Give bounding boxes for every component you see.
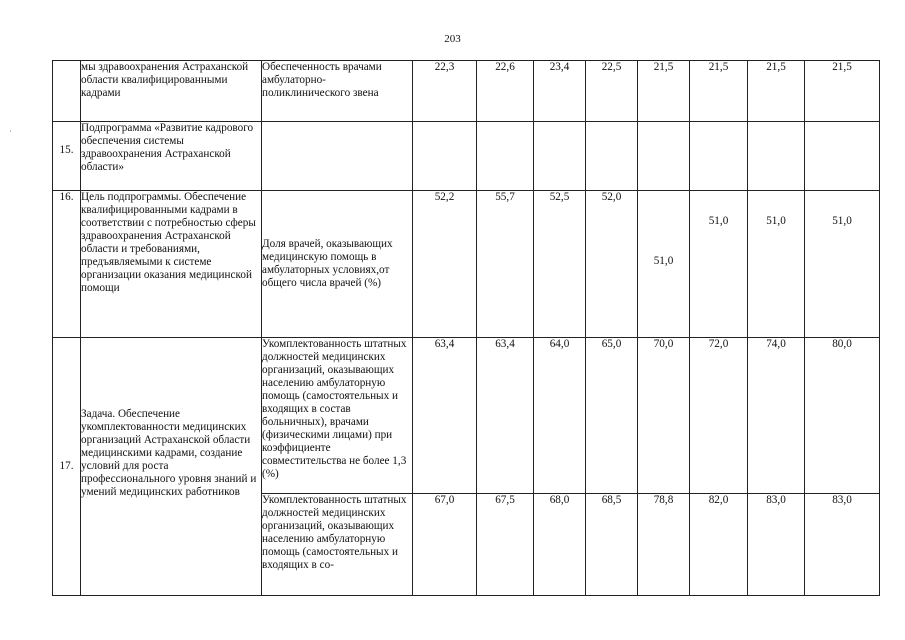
value-cell: 22,6 [477,61,534,122]
goal-cell: Задача. Обеспечение укомплектованности медицинских организаций Астраханской области медицинскими кадрами, создание условий для роста профессионального уровня знаний и умений медицинских работников [81,338,262,596]
value-cell: 21,5 [638,61,690,122]
value-cell: 83,0 [748,494,805,596]
value-cell: 51,0 [805,191,880,338]
value-cell: 80,0 [805,338,880,494]
value-cell [805,122,880,191]
value-cell: 68,5 [586,494,638,596]
indicator-cell: Доля врачей, оказывающих медицинскую помощь в амбулаторных условиях,от общего числа врачей (%) [262,191,413,338]
value-cell: 70,0 [638,338,690,494]
value-cell: 65,0 [586,338,638,494]
margin-mark: · [9,126,12,136]
value-cell [534,122,586,191]
value-cell [413,122,477,191]
row-number: 16. [53,191,81,338]
indicator-text: Укомплектованность штатных должностей медицинских организаций, оказывающих населению амбулаторную помощь (самостоятельных и входящих в со- [262,494,407,571]
value-cell [748,122,805,191]
value-cell: 64,0 [534,338,586,494]
value-cell: 21,5 [748,61,805,122]
value-cell: 21,5 [805,61,880,122]
indicator-cell [262,122,413,191]
value-cell [586,122,638,191]
value-cell [477,122,534,191]
value-cell [638,122,690,191]
row-number: 17. [53,338,81,596]
value-cell: 52,0 [586,191,638,338]
value-cell: 23,4 [534,61,586,122]
value-cell [690,122,748,191]
value-cell: 52,5 [534,191,586,338]
value-cell: 51,0 [748,191,805,338]
goal-cell: мы здравоохранения Астраханской области квалифицированными кадрами [81,61,262,122]
value-cell: 67,5 [477,494,534,596]
indicator-cell: Укомплектованность штатных должностей медицинских организаций, оказывающих населению амбулаторную помощь (самостоятельных и входящих в состав больничных), врачами (физическими лицами) при коэффициенте совместительства не более 1,3 (%) [262,338,413,494]
row-number [53,122,81,191]
indicator-cell: Обеспеченность врачами амбулаторно-поликлинического звена [262,61,413,122]
goal-cell: Подпрограмма «Развитие кадрового обеспечения системы здравоохранения Астраханской области» [81,122,262,191]
value-cell: 83,0 [805,494,880,596]
table-row [53,122,880,191]
value-cell: 82,0 [690,494,748,596]
value-cell: 63,4 [477,338,534,494]
row-number-text: 15. [59,144,74,156]
value-cell: 63,4 [413,338,477,494]
table-row [53,191,880,338]
value-cell: 51,0 [638,191,690,338]
value-cell: 78,8 [638,494,690,596]
indicators-table [52,60,880,596]
value-cell: 52,2 [413,191,477,338]
table-row [53,61,880,122]
value-cell: 55,7 [477,191,534,338]
table-row [53,338,880,494]
page-number: 203 [444,33,461,45]
value-cell: 22,5 [586,61,638,122]
value-cell: 67,0 [413,494,477,596]
value-cell: 68,0 [534,494,586,596]
row-number [53,61,81,122]
value-cell: 22,3 [413,61,477,122]
value-cell: 21,5 [690,61,748,122]
value-cell: 74,0 [748,338,805,494]
goal-cell: Цель подпрограммы. Обеспечение квалифицированными кадрами в соответствии с потребностью сферы здравоохранения Астраханской области и требованиями, предъявляемыми к системе организации оказания медицинской помощи [81,191,262,338]
indicator-cell [262,494,413,596]
value-cell: 51,0 [690,191,748,338]
value-cell: 72,0 [690,338,748,494]
